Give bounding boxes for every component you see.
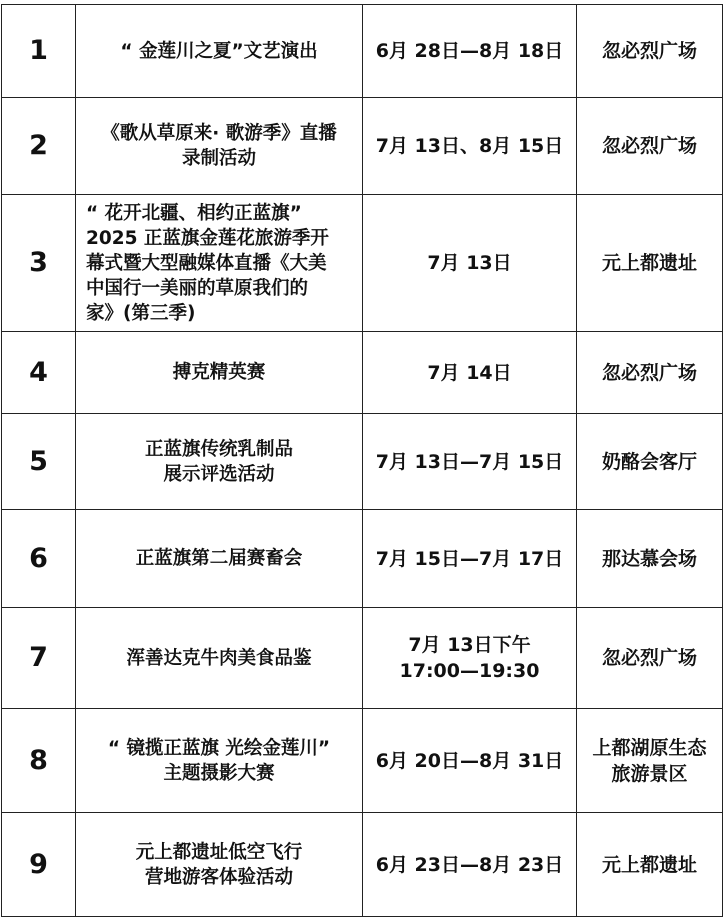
event-name: “ 镜揽正蓝旗 光绘金莲川” 主题摄影大赛 [76, 709, 363, 813]
event-location: 忽必烈广场 [577, 98, 723, 195]
event-name: 浑善达克牛肉美食品鉴 [76, 608, 363, 709]
event-name: 元上都遗址低空飞行 营地游客体验活动 [76, 813, 363, 917]
row-number: 8 [2, 709, 76, 813]
event-location: 奶酪会客厅 [577, 414, 723, 510]
event-name: 正蓝旗第二届赛畜会 [76, 510, 363, 608]
row-number: 5 [2, 414, 76, 510]
event-location: 元上都遗址 [577, 813, 723, 917]
table-row [2, 813, 723, 917]
event-date: 6月 20日—8月 31日 [363, 709, 577, 813]
row-number: 6 [2, 510, 76, 608]
event-location: 元上都遗址 [577, 195, 723, 332]
event-date: 7月 14日 [363, 332, 577, 414]
event-name: “ 花开北疆、相约正蓝旗” 2025 正蓝旗金莲花旅游季开 幕式暨大型融媒体直播《大美 中国行一美丽的草原我们的 家》(第三季) [76, 195, 363, 332]
event-name: 搏克精英赛 [76, 332, 363, 414]
event-date: 7月 13日、8月 15日 [363, 98, 577, 195]
event-location: 那达慕会场 [577, 510, 723, 608]
table-row [2, 5, 723, 98]
event-date: 7月 13日下午 17:00—19:30 [363, 608, 577, 709]
row-number: 3 [2, 195, 76, 332]
event-location: 忽必烈广场 [577, 332, 723, 414]
row-number: 9 [2, 813, 76, 917]
table-row [2, 510, 723, 608]
event-date: 7月 13日—7月 15日 [363, 414, 577, 510]
table-row [2, 195, 723, 332]
event-date: 7月 13日 [363, 195, 577, 332]
event-date: 6月 23日—8月 23日 [363, 813, 577, 917]
table-row [2, 414, 723, 510]
table-row [2, 332, 723, 414]
row-number: 4 [2, 332, 76, 414]
row-number: 1 [2, 5, 76, 98]
event-name: 《歌从草原来· 歌游季》直播 录制活动 [76, 98, 363, 195]
table-row [2, 608, 723, 709]
event-date: 6月 28日—8月 18日 [363, 5, 577, 98]
event-location: 忽必烈广场 [577, 5, 723, 98]
row-number: 2 [2, 98, 76, 195]
events-table [1, 4, 723, 917]
table-row [2, 98, 723, 195]
event-name: “ 金莲川之夏”文艺演出 [76, 5, 363, 98]
event-name: 正蓝旗传统乳制品 展示评选活动 [76, 414, 363, 510]
row-number: 7 [2, 608, 76, 709]
event-date: 7月 15日—7月 17日 [363, 510, 577, 608]
event-location: 忽必烈广场 [577, 608, 723, 709]
table-row [2, 709, 723, 813]
event-location: 上都湖原生态 旅游景区 [577, 709, 723, 813]
